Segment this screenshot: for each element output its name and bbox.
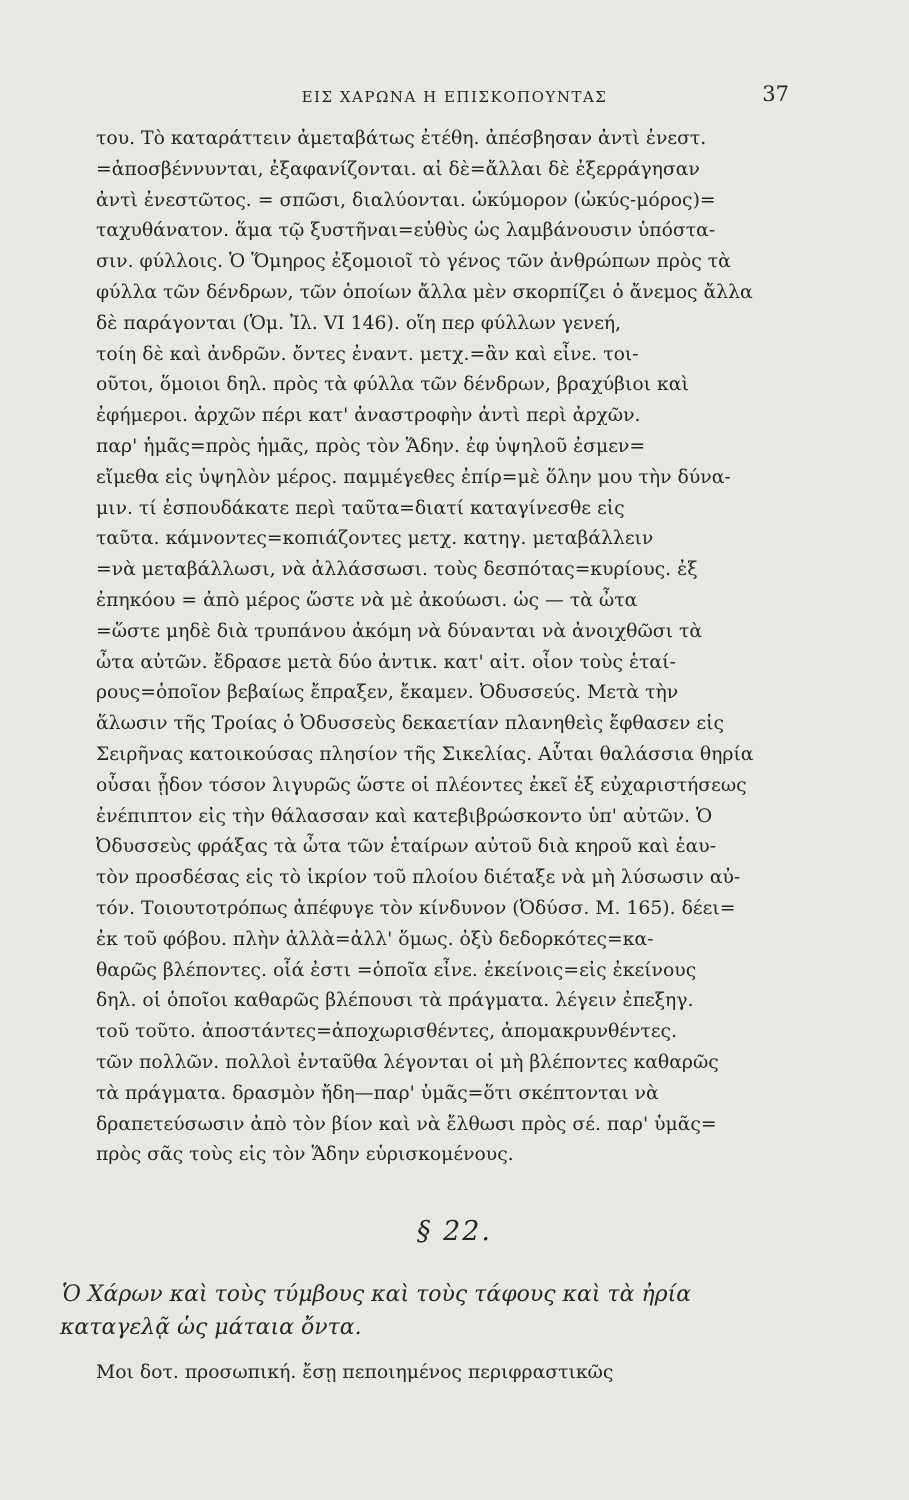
text-line: φύλλα τῶν δένδρων, τῶν ὁποίων ἄλλα μὲν σκορπίζει ὁ ἄνεμος ἄλλα (96, 281, 753, 303)
section-title-line: Ὁ Χάρων καὶ τοὺς τύμβους καὶ τοὺς τάφους καὶ τὰ ἠρία (62, 1282, 692, 1307)
text-line: τοίη δὲ καὶ ἀνδρῶν. ὄντες ἐναντ. μετχ.=ἂν καὶ εἶνε. τοι- (96, 343, 639, 365)
text-line: σιν. φύλλοις. Ὁ Ὅμηρος ἐξομοιοῖ τὸ γένος τῶν ἀνθρώπων πρὸς τὰ (96, 251, 731, 273)
text-line: τόν. Τοιουτοτρόπως ἀπέφυγε τὸν κίνδυνον (Ὀδύσσ. Μ. 165). δέει= (96, 897, 736, 919)
text-line: μιν. τί ἐσπουδάκατε περὶ ταῦτα=διατί καταγίνεσθε εἰς (96, 497, 625, 519)
page-header (0, 82, 909, 112)
text-line: τὰ πράγματα. δρασμὸν ἤδη—παρ' ὑμᾶς=ὅτι σκέπτονται νὰ (96, 1082, 659, 1104)
text-line: ρους=ὁποῖον βεβαίως ἔπραξεν, ἔκαμεν. Ὀδυσσεύς. Μετὰ τὴν (96, 682, 679, 704)
text-line: Σειρῆνας κατοικούσας πλησίον τῆς Σικελίας. Αὗται θαλάσσια θηρία (96, 743, 754, 765)
running-title: ΕΙΣ ΧΑΡΩΝΑ Η ΕΠΙΣΚΟΠΟΥΝΤΑΣ (301, 88, 608, 106)
text-line: =νὰ μεταβάλλωσι, νὰ ἀλλάσσωσι. τοὺς δεσπότας=κυρίους. ἐξ (96, 559, 698, 581)
text-line: ἐφήμεροι. ἀρχῶν πέρι κατ' ἀναστροφὴν ἀντὶ περὶ ἀρχῶν. (96, 405, 641, 427)
page-number: 37 (762, 82, 789, 106)
text-line: παρ' ἡμᾶς=πρὸς ἡμᾶς, πρὸς τὸν Ἅδην. ἐφ ὑψηλοῦ ἐσμεν= (96, 435, 646, 457)
text-line: οὖσαι ᾖδον τόσον λιγυρῶς ὥστε οἱ πλέοντες ἐκεῖ ἐξ εὐχαριστήσεως (96, 774, 747, 796)
text-line: εἴμεθα εἰς ὑψηλὸν μέρος. παμμέγεθες ἐπίρ=μὲ ὅλην μου τὴν δύνα- (96, 466, 731, 488)
text-line: τοῦ τοῦτο. ἀποστάντες=ἀποχωρισθέντες, ἀπομακρυνθέντες. (96, 1021, 678, 1043)
text-line: ἅλωσιν τῆς Τροίας ὁ Ὀδυσσεὺς δεκαετίαν πλανηθεὶς ἔφθασεν εἰς (96, 713, 724, 735)
text-line: ἀντὶ ἐνεστῶτος. = σπῶσι, διαλύονται. ὠκύμορον (ὠκύς-μόρος)= (96, 189, 716, 211)
section-number: § 22. (416, 1216, 493, 1247)
text-line: δραπετεύσωσιν ἀπὸ τὸν βίον καὶ νὰ ἔλθωσι πρὸς σέ. παρ' ὑμᾶς= (96, 1113, 717, 1135)
text-line: Μοι δοτ. προσωπική. ἔσῃ πεποιημένος περιφραστικῶς (96, 1362, 614, 1383)
text-line: του. Τὸ καταράττειν ἀμεταβάτως ἐτέθη. ἀπέσβησαν ἀντὶ ἐνεστ. (96, 128, 707, 149)
text-line: δηλ. οἱ ὁποῖοι καθαρῶς βλέπουσι τὰ πράγματα. λέγειν ἐπεξηγ. (96, 990, 694, 1012)
text-line: ταῦτα. κάμνοντες=κοπιάζοντες μετχ. κατηγ. μεταβάλλειν (96, 528, 654, 550)
text-line: πρὸς σᾶς τοὺς εἰς τὸν Ἅδην εὑρισκομένους. (96, 1144, 514, 1166)
text-line: =ὥστε μηδὲ διὰ τρυπάνου ἀκόμη νὰ δύνανται νὰ ἀνοιχθῶσι τὰ (96, 620, 703, 642)
text-line: ἐκ τοῦ φόβου. πλὴν ἀλλὰ=ἀλλ' ὅμως. ὀξὺ δεδορκότες=κα- (96, 928, 654, 950)
text-line: τῶν πολλῶν. πολλοὶ ἐνταῦθα λέγονται οἱ μὴ βλέποντες καθαρῶς (96, 1051, 719, 1073)
text-line: Ὀδυσσεὺς φράξας τὰ ὦτα τῶν ἑταίρων αὐτοῦ διὰ κηροῦ καὶ ἑαυ- (96, 836, 717, 858)
commentary-text (96, 124, 786, 1171)
text-line: =ἀποσβέννυνται, ἐξαφανίζονται. αἱ δὲ=ἄλλαι δὲ ἐξερράγησαν (96, 158, 700, 180)
text-line: δὲ παράγονται (Ὁμ. Ἰλ. VI 146). οἵη περ φύλλων γενεή, (96, 312, 622, 334)
text-line: ἐνέπιπτον εἰς τὴν θάλασσαν καὶ κατεβιβρώσκοντο ὑπ' αὐτῶν. Ὁ (96, 805, 713, 827)
section-title (60, 1278, 790, 1344)
text-line: οῦτοι, ὅμοιοι δηλ. πρὸς τὰ φύλλα τῶν δένδρων, βραχύβιοι καὶ (96, 374, 689, 396)
text-line: ὦτα αὐτῶν. ἔδρασε μετὰ δύο ἀντικ. κατ' αἰτ. οἷον τοὺς ἑταί- (96, 651, 676, 673)
text-line: θαρῶς βλέποντες. οἷά ἐστι =ὁποῖα εἶνε. ἐκείνοις=εἰς ἐκείνους (96, 959, 697, 981)
section-title-line: καταγελᾷ ὡς μάταια ὄντα. (60, 1315, 362, 1340)
text-line: τὸν προσδέσας εἰς τὸ ἱκρίον τοῦ πλοίου διέταξε νὰ μὴ λύσωσιν αὐ- (96, 867, 741, 889)
text-line: ἐπηκόου = ἀπὸ μέρος ὥστε νὰ μὲ ἀκούωσι. ὡς — τὰ ὦτα (96, 589, 638, 611)
text-line: ταχυθάνατον. ἅμα τῷ ξυστῆναι=εὐθὺς ὡς λαμβάνουσιν ὑπόστα- (96, 220, 716, 242)
